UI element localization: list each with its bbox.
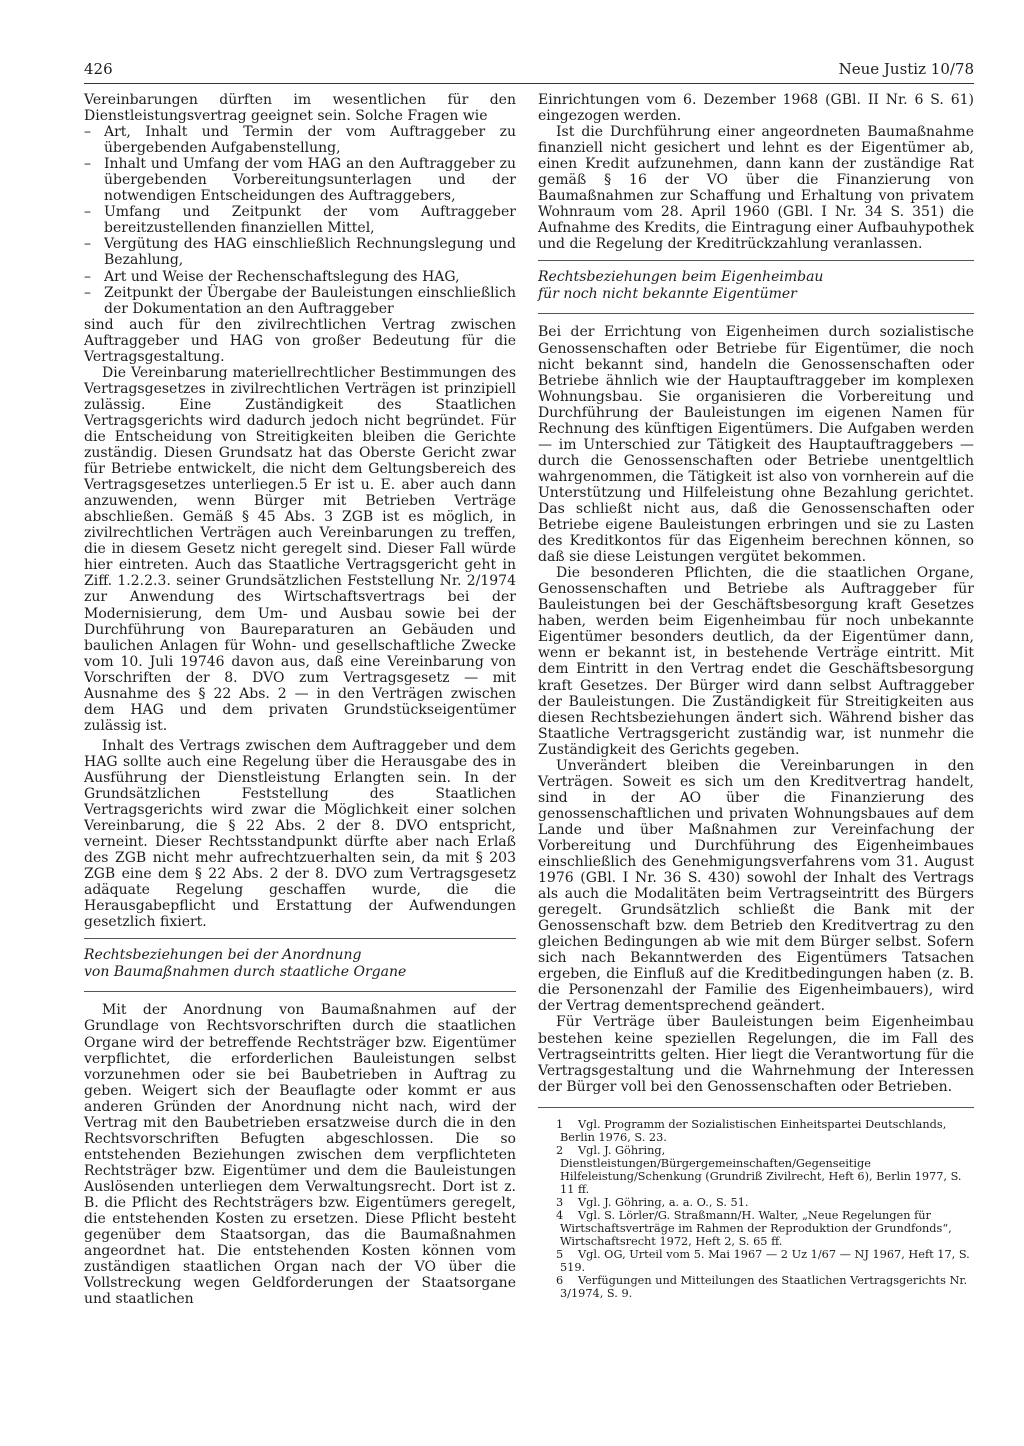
footnote-text: Vgl. J. Göhring, Dienstleistungen/Bürgergemeinschaften/Gegenseitige Hilfeleistung/Schenkung (Grundriß Zivilrecht, Heft 6), Berlin 1977, S. 11 ff.	[560, 1143, 962, 1196]
page-number: 426	[84, 60, 113, 78]
header-rule	[84, 83, 974, 84]
left-intro-paragraph: Vereinbarungen dürften im wesentlichen für den Dienstleistungsvertrag geeignet sein. Solche Fragen wie	[84, 92, 516, 125]
section-heading-line-2: von Baumaßnahmen durch staatliche Organe	[84, 964, 407, 981]
list-item: – Inhalt und Umfang der vom HAG an den Auftraggeber zu übergebenden Vorbereitungsunterlagen und der notwendigen Entscheidungen des Auftraggebers,	[84, 156, 516, 204]
footnote-text: Verfügungen und Mitteilungen des Staatlichen Vertragsgerichts Nr. 3/1974, S. 9.	[560, 1273, 968, 1300]
left-paragraph-2: Die Vereinbarung materiellrechtlicher Bestimmungen des Vertragsgesetzes in zivilrechtlichen Verträgen ist prinzipiell zulässig. Eine Zuständigkeit des Staatlichen Vertragsgerichts wird dadurch jedoch nicht begründet. Für die Entscheidung von Streitigkeiten bleiben die Gerichte zuständig. Diesen Grundsatz hat das Oberste Gericht zwar für Betriebe entwickelt, die nicht dem Geltungsbereich des Vertragsgesetzes unterliegen.5 Er ist u. E. aber auch dann anzuwenden, wenn Bürger mit Betrieben Verträge abschließen. Gemäß § 45 Abs. 3 ZGB ist es möglich, in zivilrechtlichen Verträgen auch Vereinbarungen zu treffen, die in diesem Gesetz nicht geregelt sind. Dieser Fall würde hier eintreten. Auch das Staatliche Vertragsgericht geht in Ziff. 1.2.2.3. seiner Grundsätzlichen Feststellung Nr. 2/1974 zur Anwendung des Wirtschaftsvertrags bei der Modernisierung, dem Um- und Ausbau sowie bei der Durchführung von Baureparaturen an Gebäuden und baulichen Anlagen für Wohn- und gesellschaftliche Zwecke vom 10. Juli 19746 davon aus, daß eine Vereinbarung von Vorschriften der 8. DVO zum Vertragsgesetz — mit Ausnahme des § 22 Abs. 2 — in den Verträgen zwischen dem HAG und dem privaten Grundstückseigentümer zulässig ist.	[84, 364, 516, 734]
list-item: – Art, Inhalt und Termin der vom Auftraggeber zu übergebenden Aufgabenstellung,	[84, 124, 516, 156]
running-head	[84, 60, 974, 82]
right-paragraph-3: Bei der Errichtung von Eigenheimen durch sozialistische Genossenschaften oder Betriebe für Eigentümer, die noch nicht bekannt sind, handeln die Genossenschaften oder Betriebe ähnlich wie der Hauptauftraggeber im komplexen Wohnungsbau. Sie organisieren die Vorbereitung und Durchführung der Bauleistungen im eigenen Namen für Rechnung des künftigen Eigentümers. Die Aufgaben werden — im Unterschied zur Tätigkeit des Hauptauftraggebers — durch die Genossenschaften oder Betriebe unentgeltlich wahrgenommen, die Tätigkeit ist also von vornherein auf die Unterstützung und Hilfeleistung ohne Bezahlung gerichtet. Das schließt nicht aus, daß die Genossenschaften oder Betriebe eigene Bauleistungen erbringen und sie zu Lasten des Kreditkontos für das Eigenheim berechnen können, so daß sie diese Leistungen vergütet bekommen.	[538, 324, 974, 566]
section-rule	[538, 313, 974, 314]
footnote	[538, 1209, 974, 1248]
footnote-text: Vgl. OG, Urteil vom 5. Mai 1967 — 2 Uz 1/67 — NJ 1967, Heft 17, S. 519.	[560, 1247, 970, 1274]
footnote-number: 2	[556, 1143, 564, 1157]
footnote	[538, 1196, 974, 1209]
right-paragraph-1: Einrichtungen vom 6. Dezember 1968 (GBl. II Nr. 6 S. 61) eingezogen werden.	[538, 92, 974, 125]
footnote-number: 1	[556, 1117, 564, 1131]
journal-issue: Neue Justiz 10/78	[838, 60, 974, 78]
list-item: – Zeitpunkt der Übergabe der Bauleistungen einschließlich der Dokumentation an den Auftraggeber	[84, 285, 516, 317]
footnote-number: 5	[556, 1247, 564, 1261]
right-paragraph-5: Unverändert bleiben die Vereinbarungen in den Verträgen. Soweit es sich um den Kreditvertrag handelt, sind in der AO über die Finanzierung des genossenschaftlichen und privaten Wohnungsbaues auf dem Lande und über Maßnahmen zur Vereinfachung der Vorbereitung und Durchführung des Eigenheimbaues einschließlich des Genehmigungsverfahrens vom 31. August 1976 (GBl. I Nr. 36 S. 430) sowohl der Inhalt des Vertrags als auch die Modalitäten beim Vertragseintritt des Bürgers geregelt. Grundsätzlich schließt die Bank mit der Genossenschaft bzw. dem Betrieb den Kreditvertrag zu den gleichen Bedingungen ab wie mit dem Bürger selbst. Sofern sich nach Bekanntwerden des Eigentümers Tatsachen ergeben, die Einfluß auf die Kreditbedingungen haben (z. B. die Personenzahl der Familie des Eigenheimbauers), wird der Vertrag dementsprechend geändert.	[538, 757, 974, 1015]
footnote-text: Vgl. S. Lörler/G. Straßmann/H. Walter, „Neue Regelungen für Wirtschaftsverträge im Rahmen der Reproduktion der Grundfonds“, Wirtschaftsrecht 1972, Heft 2, S. 65 ff.	[560, 1208, 952, 1248]
footnote-text: Vgl. J. Göhring, a. a. O., S. 51.	[578, 1195, 749, 1209]
left-paragraph-4: Mit der Anordnung von Baumaßnahmen auf der Grundlage von Rechtsvorschriften durch die staatlichen Organe wird der betreffende Rechtsträger bzw. Eigentümer verpflichtet, die erforderlichen Bauleistungen selbst vorzunehmen oder sie bei Baubetrieben in Auftrag zu geben. Weigert sich der Beauflagte oder kommt er aus anderen Gründen der Anordnung nicht nach, wird der Vertrag mit den Baubetrieben ersatzweise durch die in den Rechtsvorschriften Befugten abgeschlossen. Die so entstehenden Beziehungen zwischen dem verpflichteten Rechtsträger bzw. Eigentümer und dem die Bauleistungen Auslösenden unterliegen dem Verwaltungsrecht. Dort ist z. B. die Pflicht des Rechtsträgers bzw. Eigentümers geregelt, die entstehenden Kosten zu ersetzen. Diese Pflicht besteht gegenüber dem Staatsorgan, das die Baumaßnahmen angeordnet hat. Die entstehenden Kosten können vom zuständigen staatlichen Organ nach der VO über die Vollstreckung wegen Geldforderungen der Staatsorgane und staatlichen	[84, 1002, 516, 1308]
left-column	[84, 92, 516, 1307]
footnote	[538, 1144, 974, 1196]
section-rule	[84, 991, 516, 992]
section-heading-line-2: für noch nicht bekannte Eigentümer	[538, 286, 797, 303]
footnote-number: 3	[556, 1195, 564, 1209]
section-heading-line-1: Rechtsbeziehungen beim Eigenheimbau	[538, 269, 824, 286]
right-column	[538, 92, 974, 1300]
footnote	[538, 1118, 974, 1144]
list-item: – Umfang und Zeitpunkt der vom Auftraggeber bereitzustellenden finanziellen Mittel,	[84, 204, 516, 236]
footnotes	[538, 1107, 974, 1300]
footnote-number: 4	[556, 1208, 564, 1222]
footnote	[538, 1274, 974, 1300]
left-paragraph-after-list: sind auch für den zivilrechtlichen Vertrag zwischen Auftraggeber und HAG von großer Bedeutung für die Vertragsgestaltung.	[84, 316, 516, 365]
section-heading-line-1: Rechtsbeziehungen bei der Anordnung	[84, 947, 362, 964]
section-heading	[84, 947, 516, 981]
list-item: – Art und Weise der Rechenschaftslegung des HAG,	[84, 269, 516, 285]
section-heading-block-left	[84, 938, 516, 992]
dash-list	[84, 124, 516, 317]
footnote-number: 6	[556, 1273, 564, 1287]
list-item: – Vergütung des HAG einschließlich Rechnungslegung und Bezahlung,	[84, 236, 516, 268]
right-paragraph-2: Ist die Durchführung einer angeordneten Baumaßnahme finanziell nicht gesichert und lehnt es der Eigentümer ab, einen Kredit aufzunehmen, dann kann der zuständige Rat gemäß § 16 der VO über die Finanzierung von Baumaßnahmen zur Schaffung und Erhaltung von privatem Wohnraum vom 28. April 1960 (GBl. I Nr. 34 S. 351) die Aufnahme des Kredits, die Eintragung einer Aufbauhypothek und die Regelung der Kreditrückzahlung veranlassen.	[538, 124, 974, 253]
right-paragraph-6: Für Verträge über Bauleistungen beim Eigenheimbau bestehen keine speziellen Regelungen, die im Fall des Vertragseintritts gelten. Hier liegt die Verantwortung für die Vertragsgestaltung und die Wahrnehmung der Interessen der Bürger voll bei den Genossenschaften oder Betrieben.	[538, 1014, 974, 1095]
right-paragraph-4: Die besonderen Pflichten, die die staatlichen Organe, Genossenschaften und Betriebe als Auftraggeber für Bauleistungen bei der Geschäftsbesorgung kraft Gesetzes haben, werden beim Eigenheimbau für noch unbekannte Eigentümer besonders deutlich, da der Eigentümer dann, wenn er bekannt ist, in bestehende Verträge eintritt. Mit dem Eintritt in den Vertrag endet die Geschäftsbesorgung kraft Gesetzes. Der Bürger wird dann selbst Auftraggeber der Bauleistungen. Die Zuständigkeit für Streitigkeiten aus diesen Rechtsbeziehungen ändert sich. Während bisher das Staatliche Vertragsgericht zuständig war, ist nunmehr die Zuständigkeit des Gerichts gegeben.	[538, 565, 974, 758]
left-paragraph-3: Inhalt des Vertrags zwischen dem Auftraggeber und dem HAG sollte auch eine Regelung über die Herausgabe des in Ausführung der Dienstleistung Erlangten sein. In der Grundsätzlichen Feststellung des Staatlichen Vertragsgerichts wird zwar die Möglichkeit einer solchen Vereinbarung, die § 22 Abs. 2 der 8. DVO entspricht, verneint. Dieser Rechtsstandpunkt dürfte aber nach Erlaß des ZGB nicht mehr aufrechtzuerhalten sein, da mit § 203 ZGB eine dem § 22 Abs. 2 der 8. DVO zum Vertragsgesetz adäquate Regelung geschaffen wurde, die die Herausgabepflicht und Erstattung der Aufwendungen gesetzlich fixiert.	[84, 737, 516, 931]
footnote-text: Vgl. Programm der Sozialistischen Einheitspartei Deutschlands, Berlin 1976, S. 23.	[560, 1117, 947, 1144]
section-heading	[538, 269, 974, 303]
section-heading-block-right	[538, 260, 974, 314]
footnote	[538, 1248, 974, 1274]
